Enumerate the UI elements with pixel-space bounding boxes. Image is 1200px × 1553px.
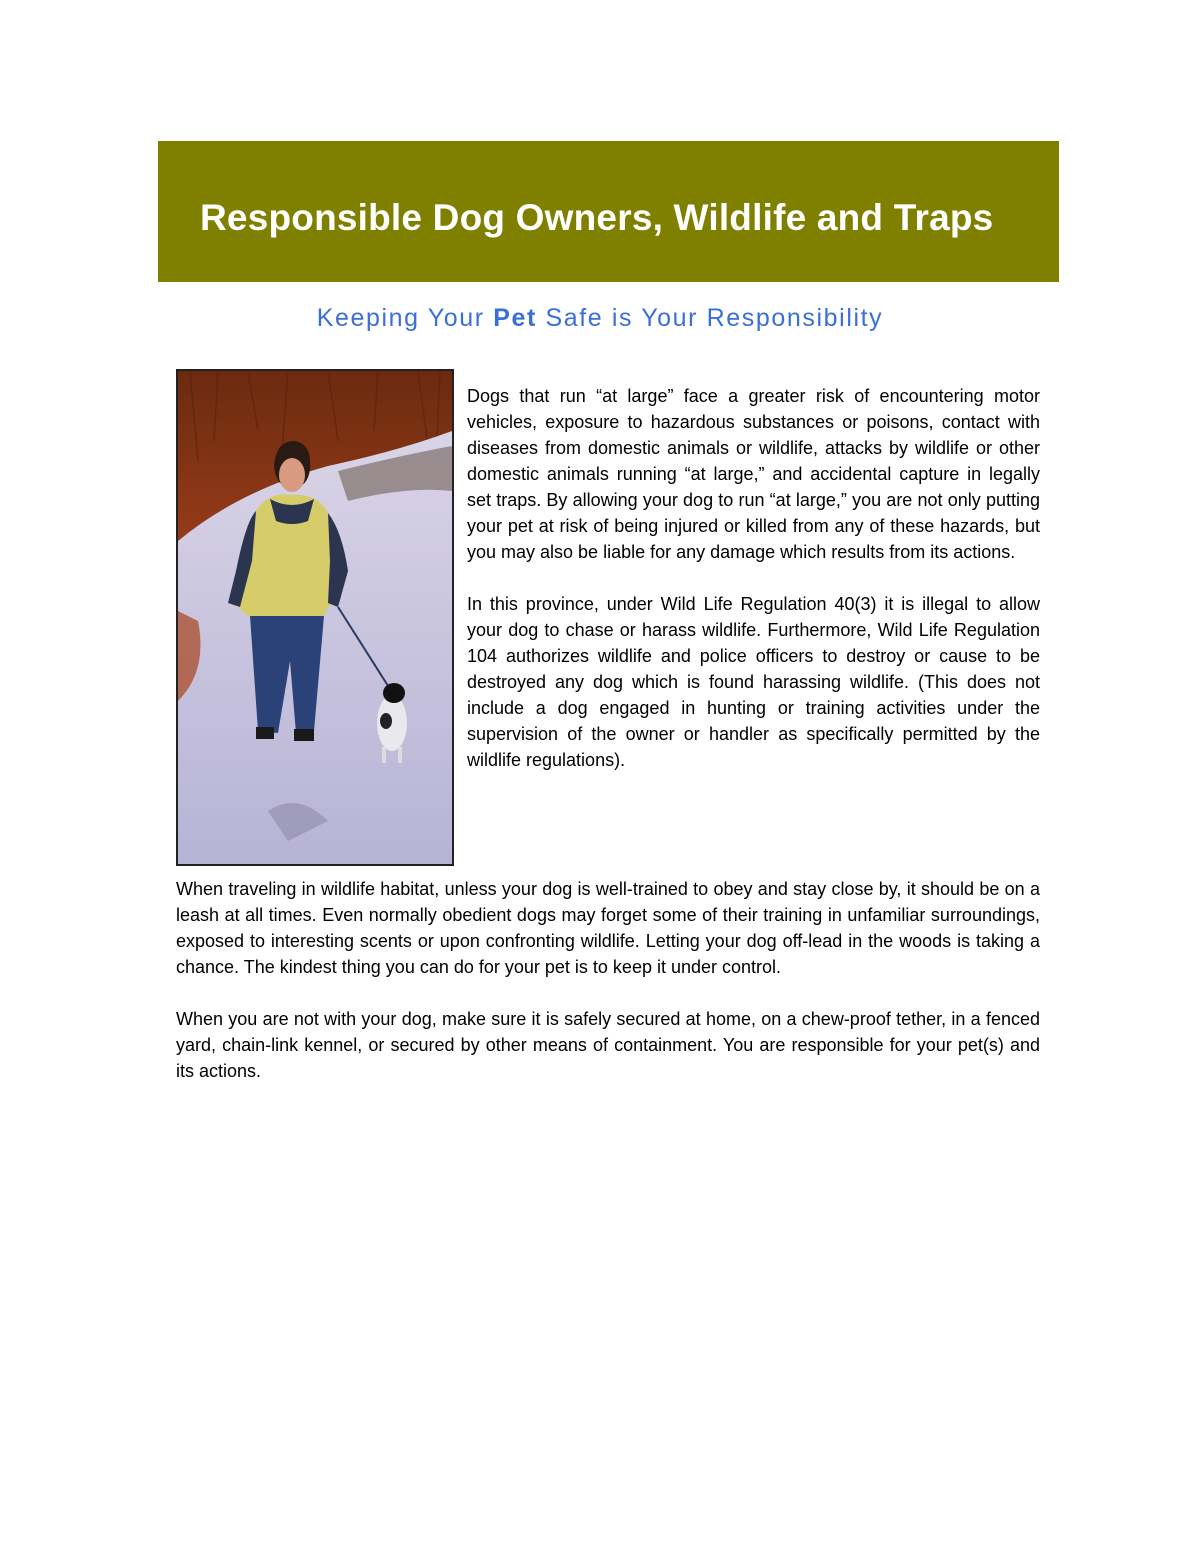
paragraph-regulations: In this province, under Wild Life Regulation 40(3) it is illegal to allow your dog to chase or harass wildlife. Furthermore, Wild Life Regulation 104 authorizes wildlife and police officers to destroy or cause to be destroyed any dog which is found harassing wildlife. (This does not include a dog engaged in hunting or training activities under the supervision of the owner or handler as specifically permitted by the wildlife regulations). — [467, 594, 1040, 770]
paragraph-containment: When you are not with your dog, make sure it is safely secured at home, on a chew-proof tether, in a fenced yard, chain-link kennel, or secured by other means of containment. You are responsible for your pet(s) and its actions. — [176, 1009, 1040, 1081]
paragraph-leash: When traveling in wildlife habitat, unless your dog is well-trained to obey and stay close by, it should be on a leash at all times. Even normally obedient dogs may forget some of their training in unfamiliar surroundings, exposed to interesting scents or upon confronting wildlife. Letting your dog off-lead in the woods is taking a chance. The kindest thing you can do for your pet is to keep it under control. — [176, 879, 1040, 977]
page-subtitle — [0, 304, 1200, 333]
paragraph-at-large-risks: Dogs that run “at large” face a greater risk of encountering motor vehicles, exposure to hazardous substances or poisons, contact with diseases from domestic animals or wildlife, attacks by wildlife or other domestic animals running “at large,” and accidental capture in legally set traps. By allowing your dog to run “at large,” you are not only putting your pet at risk of being injured or killed from any of these hazards, but you may also be liable for any damage which results from its actions. — [467, 386, 1040, 562]
subtitle-emphasis: Pet — [493, 304, 537, 332]
woman-walking-dog-photo — [176, 369, 454, 866]
side-text-column — [467, 383, 1040, 773]
title-banner — [158, 141, 1059, 282]
subtitle-part-2: Safe is Your Responsibility — [536, 304, 884, 332]
main-text-column — [176, 876, 1040, 1084]
subtitle-part-1: Keeping Your — [316, 304, 494, 332]
page-title: Responsible Dog Owners, Wildlife and Traps — [200, 197, 994, 238]
